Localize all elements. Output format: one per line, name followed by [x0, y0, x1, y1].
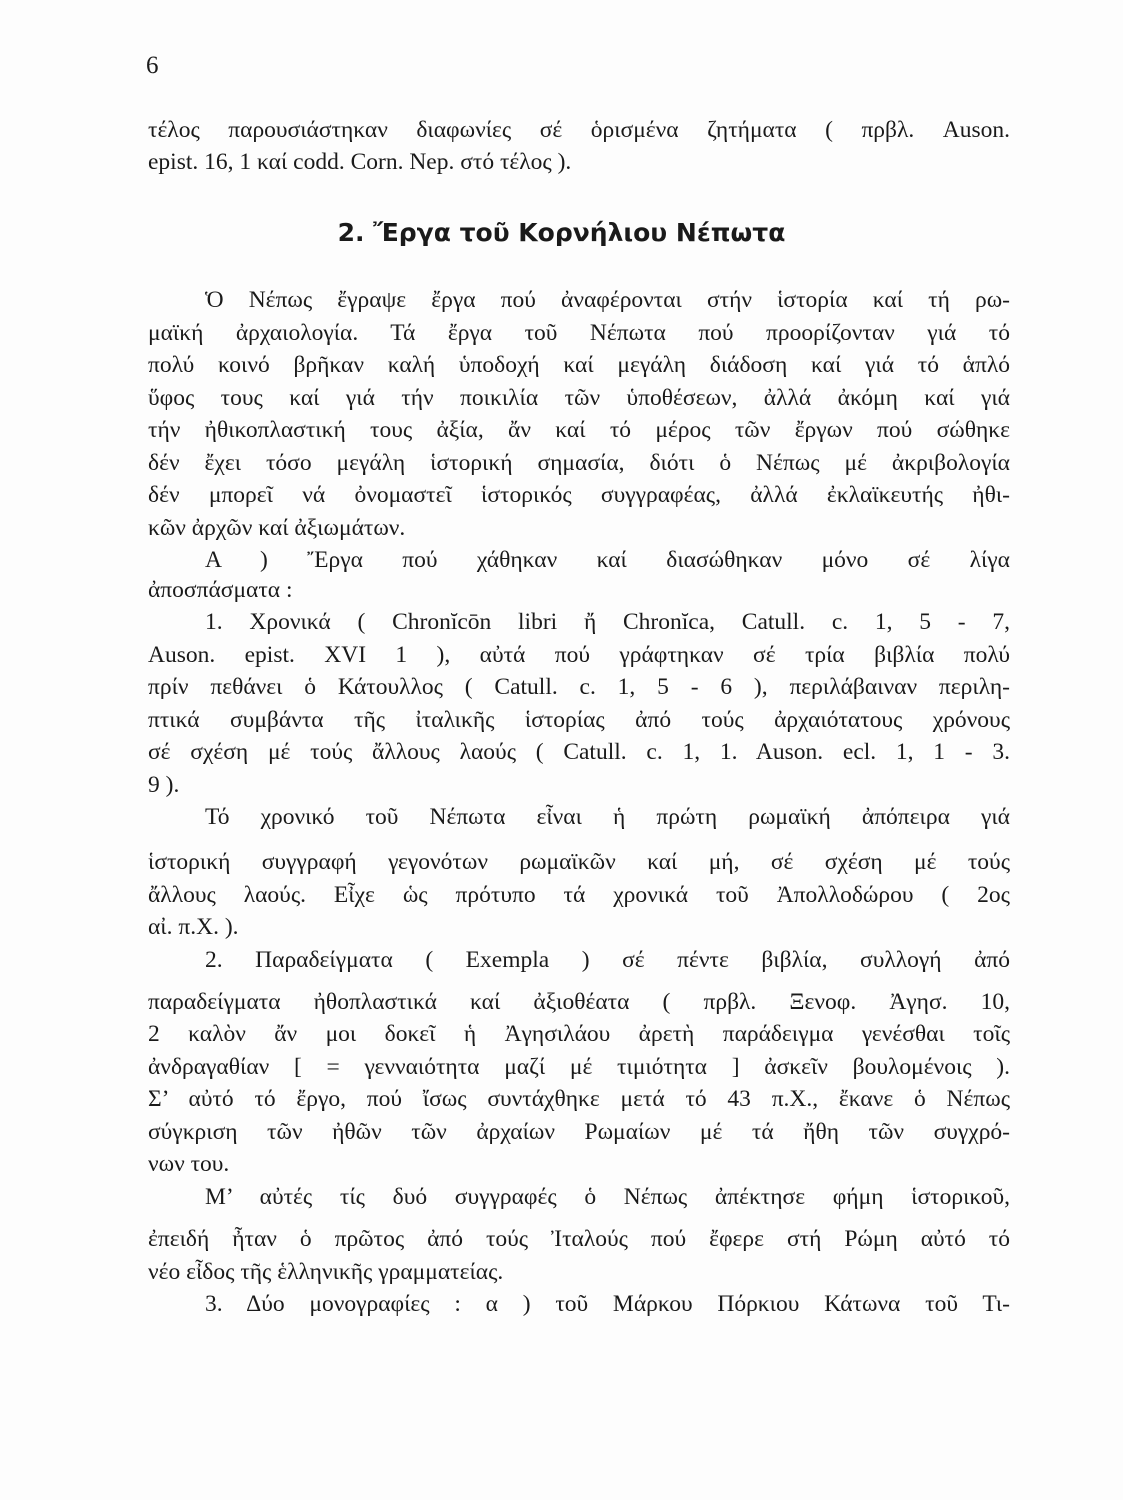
text-line: δέν μπορεῖ νά ὀνομαστεῖ ἱστορικός συγγραφέας, ἀλλά ἐκλαϊκευτής ἠθι-	[148, 482, 1010, 508]
text-line: ἄλλους λαούς. Εἶχε ὡς πρότυπο τά χρονικά τοῦ Ἀπολλοδώρου ( 2ος	[148, 882, 1010, 908]
text-line: νέο εἶδος τῆς ἑλληνικῆς γραμματείας.	[148, 1259, 504, 1285]
text-line: αἰ. π.Χ. ).	[148, 914, 239, 940]
text-line: σύγκριση τῶν ἠθῶν τῶν ἀρχαίων Ρωμαίων μέ τά ἤθη τῶν συγχρό-	[148, 1119, 1010, 1145]
text-line: ἐπειδή ἦταν ὁ πρῶτος ἀπό τούς Ἰταλούς πού ἔφερε στή Ρώμη αὐτό τό	[148, 1226, 1010, 1252]
text-line: δέν ἔχει τόσο μεγάλη ἱστορική σημασία, διότι ὁ Νέπως μέ ἀκριβολογία	[148, 450, 1010, 476]
text-line: σέ σχέση μέ τούς ἄλλους λαούς ( Catull. c. 1, 1. Auson. ecl. 1, 1 - 3.	[148, 739, 1010, 765]
text-line: Ὁ Νέπως ἔγραψε ἔργα πού ἀναφέρονται στήν ἱστορία καί τή ρω-	[205, 287, 1010, 313]
text-line: τέλος παρουσιάστηκαν διαφωνίες σέ ὁρισμένα ζητήματα ( πρβλ. Auson.	[148, 117, 1010, 143]
text-line: 2 καλὸν ἄν μοι δοκεῖ ἡ Ἀγησιλάου ἀρετὴ παράδειγμα γενέσθαι τοῖς	[148, 1021, 1010, 1047]
text-line: πτικά συμβάντα τῆς ἰταλικῆς ἱστορίας ἀπό τούς ἀρχαιότατους χρόνους	[148, 707, 1010, 733]
text-line: epist. 16, 1 καί codd. Corn. Nep. στό τέλος ).	[148, 149, 572, 175]
text-line: τήν ἠθικοπλαστική τους ἀξία, ἄν καί τό μέρος τῶν ἔργων πού σώθηκε	[148, 417, 1010, 443]
text-line: Α ) Ἔργα πού χάθηκαν καί διασώθηκαν μόνο σέ λίγα	[205, 547, 1010, 573]
text-line: ὕφος τους καί γιά τήν ποικιλία τῶν ὑποθέσεων, ἀλλά ἀκόμη καί γιά	[148, 385, 1010, 411]
text-line: 2. Παραδείγματα ( Exempla ) σέ πέντε βιβλία, συλλογή ἀπό	[205, 947, 1010, 973]
text-line: Μ’ αὐτές τίς δυό συγγραφές ὁ Νέπως ἀπέκτησε φήμη ἱστορικοῦ,	[205, 1184, 1010, 1210]
text-line: νων του.	[148, 1151, 230, 1177]
text-line: 1. Χρονικά ( Chronĭcōn libri ἤ Chronĭca, Catull. c. 1, 5 - 7,	[205, 609, 1010, 635]
text-line: παραδείγματα ἠθοπλαστικά καί ἀξιοθέατα ( πρβλ. Ξενοφ. Ἀγησ. 10,	[148, 989, 1010, 1015]
text-line: μαϊκή ἀρχαιολογία. Τά ἔργα τοῦ Νέπωτα πού προορίζονταν γιά τό	[148, 320, 1010, 346]
text-line: 3. Δύο μονογραφίες : α ) τοῦ Μάρκου Πόρκιου Κάτωνα τοῦ Τι-	[205, 1291, 1010, 1317]
page-number: 6	[146, 52, 159, 79]
text-line: Auson. epist. XVI 1 ), αὐτά πού γράφτηκαν σέ τρία βιβλία πολύ	[148, 642, 1010, 668]
text-line: Σ’ αὐτό τό ἔργο, πού ἴσως συντάχθηκε μετά τό 43 π.Χ., ἔκανε ὁ Νέπως	[148, 1086, 1010, 1112]
text-line: κῶν ἀρχῶν καί ἀξιωμάτων.	[148, 515, 406, 541]
text-line: ἀνδραγαθίαν [ = γενναιότητα μαζί μέ τιμιότητα ] ἀσκεῖν βουλομένοις ).	[148, 1054, 1010, 1080]
text-line: πολύ κοινό βρῆκαν καλή ὑποδοχή καί μεγάλη διάδοση καί γιά τό ἁπλό	[148, 352, 1010, 378]
text-line: ἱστορική συγγραφή γεγονότων ρωμαϊκῶν καί μή, σέ σχέση μέ τούς	[148, 849, 1010, 875]
text-line: ἀποσπάσματα :	[148, 577, 293, 603]
section-heading: 2. Ἔργα τοῦ Κορνήλιου Νέπωτα	[337, 218, 786, 247]
text-line: 9 ).	[148, 772, 180, 798]
text-line: Τό χρονικό τοῦ Νέπωτα εἶναι ἡ πρώτη ρωμαϊκή ἀπόπειρα γιά	[205, 804, 1010, 830]
text-line: πρίν πεθάνει ὁ Κάτουλλος ( Catull. c. 1, 5 - 6 ), περιλάβαιναν περιλη-	[148, 674, 1010, 700]
